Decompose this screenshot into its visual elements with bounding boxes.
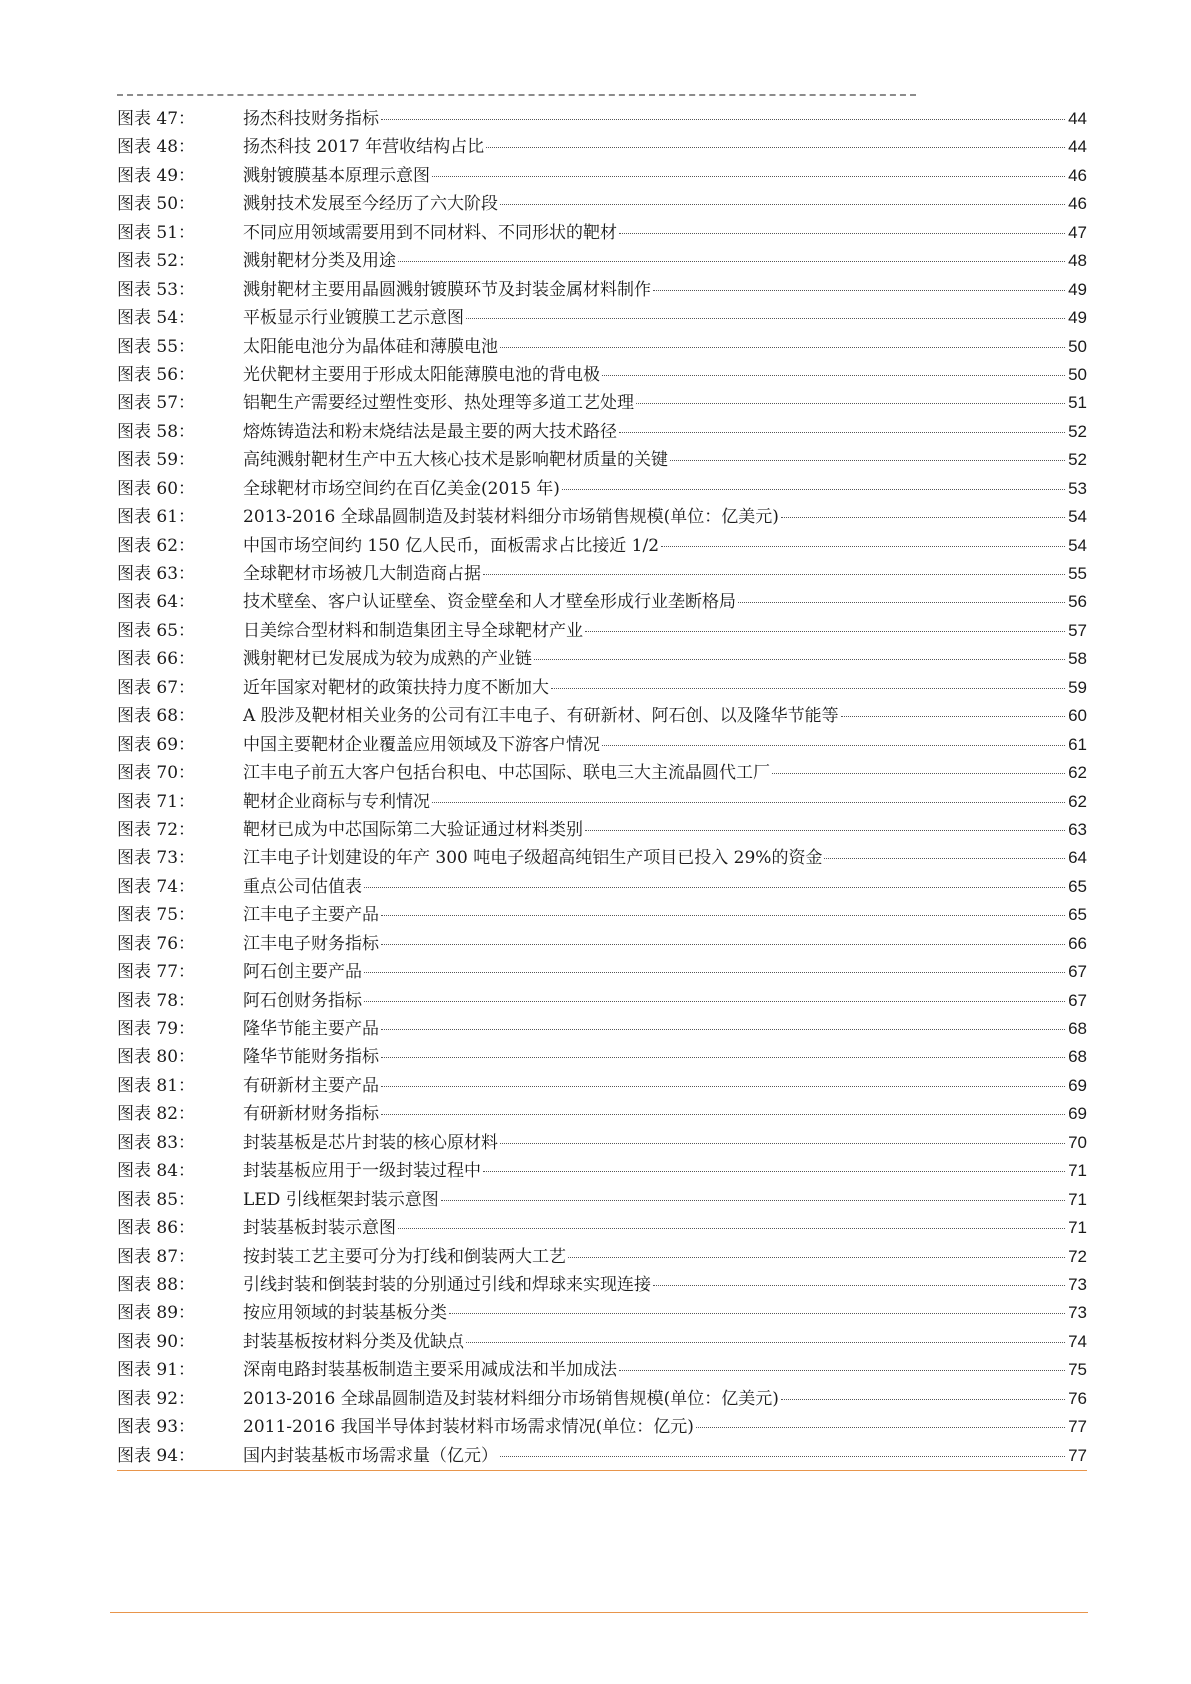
toc-entry-title[interactable]: 全球靶材市场被几大制造商占据 [243, 564, 481, 584]
toc-entry-label: 图表 54： [117, 308, 196, 329]
toc-dot-leader [551, 688, 1065, 689]
toc-entry-page-number[interactable]: 55 [1068, 564, 1087, 583]
toc-entry-page-number[interactable]: 57 [1068, 620, 1087, 640]
table-of-figures [117, 105, 1087, 1471]
toc-entry-label: 图表 69： [117, 734, 196, 755]
toc-entry-label: 图表 62： [117, 535, 196, 556]
toc-entry-label: 图表 64： [117, 592, 196, 613]
toc-entry-title[interactable]: LED 引线框架封装示意图 [243, 1189, 439, 1210]
toc-entry[interactable] [117, 532, 1087, 560]
toc-dot-leader [432, 176, 1065, 177]
toc-entry[interactable] [117, 333, 1087, 361]
toc-entry-title[interactable]: 近年国家对靶材的政策扶持力度不断加大 [243, 677, 549, 698]
toc-entry-title[interactable]: 溅射靶材主要用晶圆溅射镀膜环节及封装金属材料制作 [243, 279, 651, 300]
toc-entry-label: 图表 82： [117, 1104, 196, 1125]
toc-dot-leader [381, 1086, 1065, 1087]
toc-entry-title[interactable]: 2013-2016 全球晶圆制造及封装材料细分市场销售规模(单位：亿美元) [243, 507, 779, 528]
toc-entry-page-number[interactable]: 62 [1068, 791, 1087, 811]
toc-entry-title[interactable]: 有研新材财务指标 [243, 1104, 379, 1125]
toc-entry-page-number[interactable]: 69 [1068, 1104, 1087, 1124]
toc-dot-leader [619, 1370, 1065, 1371]
toc-entry-title[interactable]: 技术壁垒、客户认证壁垒、资金壁垒和人才壁垒形成行业垄断格局 [243, 592, 736, 613]
toc-entry[interactable] [117, 304, 1087, 332]
toc-entry[interactable] [117, 759, 1087, 787]
toc-entry[interactable] [117, 702, 1087, 730]
toc-entry[interactable] [117, 1356, 1087, 1384]
toc-entry[interactable] [117, 247, 1087, 275]
toc-entry-label: 图表 47： [117, 109, 196, 129]
toc-entry-title[interactable]: 封装基板应用于一级封装过程中 [243, 1161, 481, 1182]
toc-entry-title[interactable]: 隆华节能主要产品 [243, 1019, 379, 1039]
toc-entry-title[interactable]: 有研新材主要产品 [243, 1075, 379, 1096]
toc-dot-leader [824, 858, 1065, 859]
toc-entry[interactable] [117, 361, 1087, 389]
toc-entry[interactable] [117, 617, 1087, 645]
toc-entry-page-number[interactable]: 74 [1068, 1331, 1087, 1351]
toc-entry-label: 图表 60： [117, 478, 196, 499]
toc-dot-leader [772, 773, 1065, 774]
toc-dot-leader [364, 972, 1065, 973]
toc-entry[interactable] [117, 1299, 1087, 1327]
toc-entry-title[interactable]: 引线封装和倒装封装的分别通过引线和焊球来实现连接 [243, 1274, 651, 1295]
toc-dot-leader [661, 546, 1065, 547]
toc-entry[interactable] [117, 1442, 1087, 1471]
toc-entry[interactable] [117, 105, 1087, 133]
toc-entry-label: 图表 92： [117, 1388, 196, 1409]
toc-entry-title[interactable]: 封装基板封装示意图 [243, 1218, 396, 1239]
toc-entry-label: 图表 72： [117, 819, 196, 840]
toc-dot-leader [466, 318, 1065, 319]
toc-entry-page-number[interactable]: 50 [1068, 336, 1087, 356]
toc-entry-page-number[interactable]: 66 [1068, 933, 1087, 953]
toc-entry-label: 图表 73： [117, 848, 196, 869]
toc-entry[interactable] [117, 1043, 1087, 1071]
toc-dot-leader [619, 432, 1065, 433]
toc-entry-title[interactable]: 2013-2016 全球晶圆制造及封装材料细分市场销售规模(单位：亿美元) [243, 1388, 779, 1409]
toc-entry-page-number[interactable]: 46 [1068, 165, 1087, 185]
toc-entry-label: 图表 68： [117, 706, 196, 727]
toc-entry-page-number[interactable]: 68 [1068, 1047, 1087, 1067]
toc-entry[interactable] [117, 1385, 1087, 1413]
toc-dot-leader [738, 602, 1065, 603]
toc-entry-title[interactable]: 扬杰科技财务指标 [243, 109, 379, 129]
toc-entry-page-number[interactable]: 72 [1068, 1246, 1087, 1266]
toc-entry-label: 图表 67： [117, 677, 196, 698]
toc-dot-leader [781, 1399, 1065, 1400]
toc-entry-page-number[interactable]: 64 [1068, 848, 1087, 868]
toc-entry-label: 图表 50： [117, 194, 196, 215]
toc-dot-leader [500, 347, 1065, 348]
toc-entry-label: 图表 77： [117, 962, 196, 983]
toc-entry[interactable] [117, 1129, 1087, 1157]
toc-entry[interactable] [117, 1100, 1087, 1128]
toc-entry-page-number[interactable]: 71 [1068, 1189, 1087, 1209]
toc-entry[interactable] [117, 731, 1087, 759]
toc-dot-leader [466, 1342, 1065, 1343]
toc-entry-page-number[interactable]: 50 [1068, 364, 1087, 384]
toc-entry[interactable] [117, 446, 1087, 474]
toc-entry-title[interactable]: 靶材企业商标与专利情况 [243, 791, 430, 812]
toc-entry-page-number[interactable]: 44 [1068, 109, 1087, 128]
toc-dot-leader [381, 1057, 1065, 1058]
toc-entry-label: 图表 53： [117, 279, 196, 300]
toc-entry-page-number[interactable]: 67 [1068, 962, 1087, 982]
toc-entry-title[interactable]: 铝靶生产需要经过塑性变形、热处理等多道工艺处理 [243, 393, 634, 414]
toc-entry-page-number[interactable]: 54 [1068, 507, 1087, 527]
toc-dot-leader [381, 944, 1065, 945]
toc-entry-title[interactable]: 阿石创财务指标 [243, 990, 362, 1011]
toc-entry[interactable] [117, 1015, 1087, 1043]
toc-entry-title[interactable]: 2011-2016 我国半导体封装材料市场需求情况(单位：亿元) [243, 1417, 694, 1438]
toc-dot-leader [483, 1171, 1065, 1172]
toc-entry-label: 图表 85： [117, 1189, 196, 1210]
toc-entry-title[interactable]: 江丰电子前五大客户包括台积电、中芯国际、联电三大主流晶圆代工厂 [243, 763, 770, 784]
toc-entry-title[interactable]: 国内封装基板市场需求量（亿元） [243, 1445, 498, 1466]
toc-entry-title[interactable]: 溅射镀膜基本原理示意图 [243, 165, 430, 186]
toc-entry-label: 图表 79： [117, 1019, 196, 1039]
toc-dot-leader [500, 1143, 1065, 1144]
toc-entry-page-number[interactable]: 47 [1068, 222, 1087, 242]
toc-dot-leader [653, 1285, 1065, 1286]
toc-entry-page-number[interactable]: 61 [1068, 734, 1087, 754]
toc-entry-label: 图表 88： [117, 1274, 196, 1295]
toc-entry[interactable] [117, 1271, 1087, 1299]
toc-entry-label: 图表 83： [117, 1132, 196, 1153]
toc-dot-leader [483, 574, 1065, 575]
toc-entry[interactable] [117, 190, 1087, 218]
toc-entry-label: 图表 87： [117, 1246, 196, 1267]
toc-entry-page-number[interactable]: 49 [1068, 279, 1087, 299]
toc-dot-leader [441, 1200, 1065, 1201]
toc-entry-page-number[interactable]: 58 [1068, 649, 1087, 669]
toc-entry-label: 图表 76： [117, 933, 196, 954]
toc-entry-label: 图表 78： [117, 990, 196, 1011]
toc-dot-leader [449, 1313, 1065, 1314]
toc-dot-leader [568, 1257, 1065, 1258]
toc-dot-leader [381, 915, 1065, 916]
toc-entry[interactable] [117, 987, 1087, 1015]
toc-entry-label: 图表 65： [117, 620, 196, 641]
toc-dot-leader [381, 1114, 1065, 1115]
toc-entry[interactable] [117, 788, 1087, 816]
toc-entry-page-number[interactable]: 73 [1068, 1274, 1087, 1294]
toc-entry-page-number[interactable]: 71 [1068, 1161, 1087, 1181]
toc-entry[interactable] [117, 1214, 1087, 1242]
toc-dot-leader [619, 233, 1065, 234]
toc-entry-label: 图表 91： [117, 1360, 196, 1381]
toc-entry-page-number[interactable]: 62 [1068, 763, 1087, 783]
toc-entry-page-number[interactable]: 53 [1068, 478, 1087, 498]
toc-entry-page-number[interactable]: 68 [1068, 1019, 1087, 1038]
toc-entry-title[interactable]: 按封装工艺主要可分为打线和倒装两大工艺 [243, 1246, 566, 1267]
toc-entry-page-number[interactable]: 77 [1068, 1417, 1087, 1437]
toc-entry-label: 图表 55： [117, 336, 196, 357]
toc-entry-page-number[interactable]: 77 [1068, 1445, 1087, 1465]
toc-entry-page-number[interactable]: 44 [1068, 137, 1087, 157]
toc-entry-page-number[interactable]: 76 [1068, 1388, 1087, 1408]
toc-entry-label: 图表 51： [117, 222, 196, 243]
toc-dot-leader [398, 261, 1065, 262]
toc-entry-title[interactable]: 靶材已成为中芯国际第二大验证通过材料类别 [243, 819, 583, 840]
toc-entry-page-number[interactable]: 59 [1068, 677, 1087, 697]
toc-entry-title[interactable]: 溅射靶材已发展成为较为成熟的产业链 [243, 649, 532, 670]
toc-entry-title[interactable]: 封装基板按材料分类及优缺点 [243, 1331, 464, 1352]
toc-entry-title[interactable]: 平板显示行业镀膜工艺示意图 [243, 308, 464, 329]
toc-entry[interactable] [117, 844, 1087, 872]
toc-entry-page-number[interactable]: 69 [1068, 1075, 1087, 1095]
toc-entry-title[interactable]: 隆华节能财务指标 [243, 1047, 379, 1068]
toc-dot-leader [432, 802, 1065, 803]
toc-entry-title[interactable]: 不同应用领域需要用到不同材料、不同形状的靶材 [243, 222, 617, 243]
top-dashed-divider [117, 94, 916, 96]
toc-entry-label: 图表 93： [117, 1417, 196, 1438]
toc-entry[interactable] [117, 930, 1087, 958]
toc-entry-page-number[interactable]: 67 [1068, 990, 1087, 1010]
toc-dot-leader [398, 1228, 1065, 1229]
toc-entry-title[interactable]: 光伏靶材主要用于形成太阳能薄膜电池的背电极 [243, 364, 600, 385]
toc-entry-title[interactable]: 扬杰科技 2017 年营收结构占比 [243, 137, 485, 158]
toc-dot-leader [696, 1427, 1065, 1428]
toc-entry-label: 图表 71： [117, 791, 196, 812]
toc-entry-page-number[interactable]: 56 [1068, 592, 1087, 612]
toc-entry-title[interactable]: 江丰电子财务指标 [243, 933, 379, 954]
toc-entry-page-number[interactable]: 49 [1068, 308, 1087, 328]
toc-entry[interactable] [117, 276, 1087, 304]
toc-entry-label: 图表 58： [117, 421, 196, 442]
toc-entry-label: 图表 61： [117, 507, 196, 528]
toc-entry[interactable] [117, 133, 1087, 161]
toc-dot-leader [500, 1456, 1065, 1457]
toc-entry-label: 图表 80： [117, 1047, 196, 1068]
toc-entry-label: 图表 48： [117, 137, 196, 158]
toc-entry[interactable] [117, 873, 1087, 901]
toc-entry-label: 图表 94： [117, 1445, 196, 1466]
toc-entry-title[interactable]: 中国主要靶材企业覆盖应用领域及下游客户情况 [243, 734, 600, 755]
toc-entry-title[interactable]: 溅射技术发展至今经历了六大阶段 [243, 194, 498, 215]
toc-entry[interactable] [117, 1413, 1087, 1441]
toc-dot-leader [500, 204, 1065, 205]
toc-entry-title[interactable]: 溅射靶材分类及用途 [243, 251, 396, 272]
toc-entry[interactable] [117, 1072, 1087, 1100]
toc-entry-title[interactable]: 阿石创主要产品 [243, 962, 362, 983]
toc-entry-page-number[interactable]: 60 [1068, 706, 1087, 726]
toc-entry-label: 图表 66： [117, 649, 196, 670]
toc-entry-title[interactable]: 全球靶材市场空间约在百亿美金(2015 年) [243, 478, 560, 499]
toc-entry-title[interactable]: 日美综合型材料和制造集团主导全球靶材产业 [243, 620, 583, 641]
toc-dot-leader [534, 659, 1065, 660]
toc-entry[interactable] [117, 162, 1087, 190]
toc-entry-label: 图表 74： [117, 876, 196, 897]
toc-entry[interactable] [117, 219, 1087, 247]
toc-entry-title[interactable]: 高纯溅射靶材生产中五大核心技术是影响靶材质量的关键 [243, 450, 668, 471]
toc-entry-label: 图表 63： [117, 564, 196, 584]
toc-entry-title[interactable]: 重点公司估值表 [243, 876, 362, 897]
toc-entry[interactable] [117, 901, 1087, 929]
toc-dot-leader [585, 631, 1065, 632]
toc-entry[interactable] [117, 560, 1087, 588]
toc-entry-title[interactable]: 中国市场空间约 150 亿人民币，面板需求占比接近 1/2 [243, 535, 660, 556]
toc-entry[interactable] [117, 503, 1087, 531]
toc-dot-leader [653, 290, 1065, 291]
toc-entry[interactable] [117, 645, 1087, 673]
toc-entry[interactable] [117, 1243, 1087, 1271]
toc-dot-leader [636, 403, 1065, 404]
toc-entry[interactable] [117, 475, 1087, 503]
toc-entry-title[interactable]: 江丰电子计划建设的年产 300 吨电子级超高纯铝生产项目已投入 29%的资金 [243, 848, 823, 869]
toc-entry-page-number[interactable]: 48 [1068, 251, 1087, 271]
toc-dot-leader [381, 119, 1065, 120]
toc-entry-title[interactable]: A 股涉及靶材相关业务的公司有江丰电子、有研新材、阿石创、以及隆华节能等 [243, 706, 839, 727]
toc-entry-page-number[interactable]: 65 [1068, 905, 1087, 925]
toc-entry[interactable] [117, 1157, 1087, 1185]
toc-entry-page-number[interactable]: 51 [1068, 393, 1087, 413]
toc-dot-leader [841, 716, 1065, 717]
toc-dot-leader [602, 375, 1065, 376]
toc-entry[interactable] [117, 816, 1087, 844]
toc-entry-page-number[interactable]: 75 [1068, 1360, 1087, 1380]
toc-dot-leader [670, 460, 1065, 461]
toc-dot-leader [602, 745, 1065, 746]
toc-entry[interactable] [117, 958, 1087, 986]
toc-dot-leader [781, 517, 1065, 518]
toc-entry-label: 图表 59： [117, 450, 196, 471]
toc-entry-label: 图表 56： [117, 364, 196, 385]
toc-entry[interactable] [117, 1328, 1087, 1356]
toc-entry-label: 图表 70： [117, 763, 196, 784]
toc-entry[interactable] [117, 588, 1087, 616]
toc-entry[interactable] [117, 418, 1087, 446]
toc-entry-page-number[interactable]: 46 [1068, 194, 1087, 214]
toc-entry-page-number[interactable]: 71 [1068, 1218, 1087, 1238]
toc-entry-page-number[interactable]: 70 [1068, 1132, 1087, 1152]
toc-entry-page-number[interactable]: 52 [1068, 421, 1087, 441]
toc-dot-leader [585, 830, 1065, 831]
toc-entry-page-number[interactable]: 65 [1068, 876, 1087, 896]
toc-dot-leader [364, 887, 1065, 888]
toc-entry-label: 图表 89： [117, 1303, 196, 1324]
toc-entry-page-number[interactable]: 63 [1068, 819, 1087, 839]
toc-entry-page-number[interactable]: 73 [1068, 1303, 1087, 1323]
toc-entry-label: 图表 52： [117, 251, 196, 272]
toc-entry-title[interactable]: 深南电路封装基板制造主要采用减成法和半加成法 [243, 1360, 617, 1381]
toc-entry-page-number[interactable]: 52 [1068, 450, 1087, 470]
toc-entry-label: 图表 86： [117, 1218, 196, 1239]
toc-entry[interactable] [117, 389, 1087, 417]
toc-entry-label: 图表 84： [117, 1161, 196, 1182]
toc-entry-label: 图表 90： [117, 1331, 196, 1352]
toc-entry-label: 图表 49： [117, 165, 196, 186]
toc-entry-title[interactable]: 太阳能电池分为晶体硅和薄膜电池 [243, 336, 498, 357]
toc-entry-title[interactable]: 江丰电子主要产品 [243, 905, 379, 926]
footer-divider [110, 1612, 1088, 1613]
toc-entry-title[interactable]: 封装基板是芯片封装的核心原材料 [243, 1132, 498, 1153]
toc-entry-label: 图表 81： [117, 1075, 196, 1096]
toc-dot-leader [364, 1001, 1065, 1002]
toc-entry[interactable] [117, 674, 1087, 702]
toc-dot-leader [381, 1029, 1065, 1030]
toc-entry-title[interactable]: 按应用领域的封装基板分类 [243, 1303, 447, 1324]
toc-entry-page-number[interactable]: 54 [1068, 535, 1087, 555]
toc-entry-label: 图表 75： [117, 905, 196, 926]
toc-entry[interactable] [117, 1186, 1087, 1214]
toc-dot-leader [486, 147, 1065, 148]
toc-dot-leader [562, 489, 1065, 490]
toc-entry-label: 图表 57： [117, 393, 196, 414]
toc-entry-title[interactable]: 熔炼铸造法和粉末烧结法是最主要的两大技术路径 [243, 421, 617, 442]
